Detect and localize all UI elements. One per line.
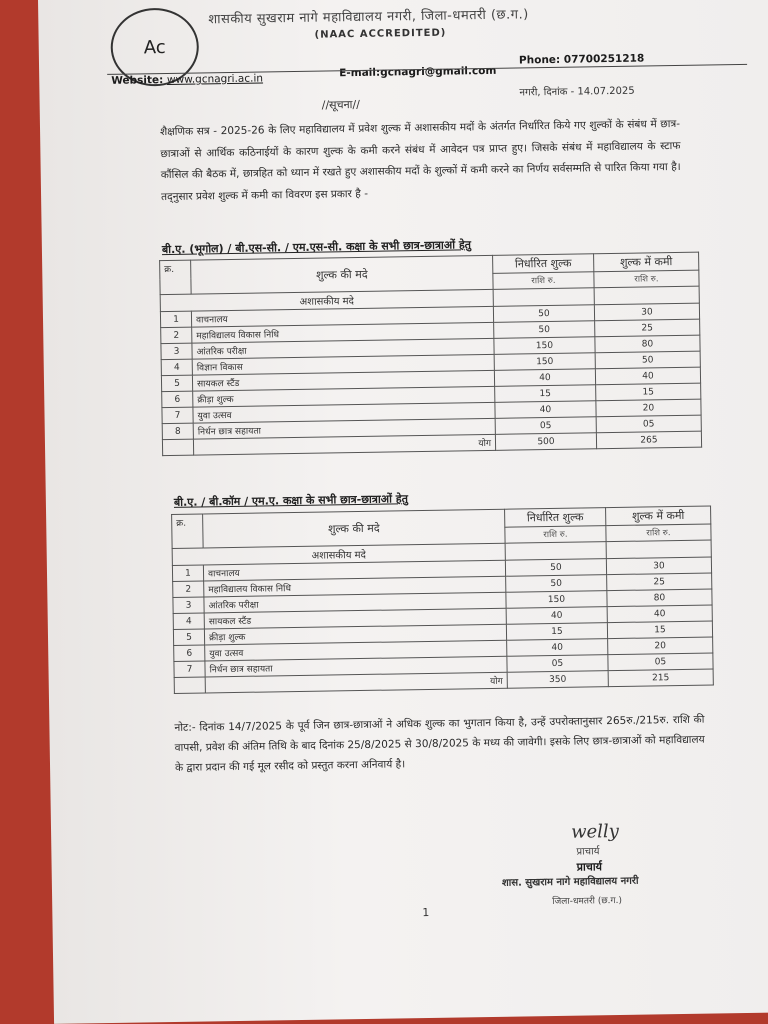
cell-sn: 2: [161, 327, 192, 343]
cell-fixed: 05: [495, 417, 596, 435]
col-sn: क्र.: [160, 260, 192, 294]
cell-item: युवा उत्सव: [205, 640, 507, 661]
cell-item: सायकल स्टैंड: [192, 370, 494, 391]
signature-line-3: शास. सुखराम नागे महाविद्यालय नगरी: [501, 875, 639, 889]
section-label: अशासकीय मदे: [160, 289, 493, 311]
cell-sn: 1: [160, 311, 191, 327]
col-reduced-sub: राशि रु.: [594, 270, 699, 288]
cell-sn: 4: [161, 359, 192, 375]
cell-sn: 4: [173, 613, 204, 629]
fee-table-1: [159, 252, 702, 456]
cell-fixed: 40: [506, 607, 607, 625]
cell-reduced: 05: [608, 653, 713, 671]
phone-label: Phone:: [518, 53, 561, 67]
col-item: शुल्क की मदे: [203, 509, 505, 548]
college-title: शासकीय सुखराम नागे महाविद्यालय नगरी, जिला-धमतरी (छ.ग.): [208, 7, 529, 28]
website-label: Website:: [111, 74, 164, 87]
cell-reduced: 15: [596, 383, 701, 401]
cell-reduced: 80: [607, 589, 712, 607]
cell-fixed: 150: [494, 353, 595, 371]
note-paragraph: नोट:- दिनांक 14/7/2025 के पूर्व जिन छात्र-छात्राओं ने अधिक शुल्क का भुगतान किया है, उन्हें उपरोक्तानुसार 265रु./215रु. राशि की वापसी, प्रवेश की अंतिम तिथि के बाद दिनांक 25/8/2025 से 30/8/2025 के मध्य की जावेगी। इसके लिए छात्र-छात्राओं को महाविद्यालय के द्वारा प्रदान की गई मूल रसीद को प्रस्तुत करना अनिवार्य है।: [174, 713, 705, 774]
total-reduced: 265: [596, 431, 701, 449]
cell-reduced: 15: [607, 621, 712, 639]
col-sn: क्र.: [172, 514, 204, 548]
cell-fixed: 40: [495, 401, 596, 419]
col-reduced: शुल्क में कमी: [606, 506, 711, 526]
cell-reduced: 30: [594, 303, 699, 321]
cell-item: युवा उत्सव: [193, 402, 495, 423]
cell-item: क्रीड़ा शुल्क: [193, 386, 495, 407]
col-reduced-sub: राशि रु.: [606, 524, 711, 542]
cell-sn: 6: [162, 391, 193, 407]
col-fixed-sub: राशि रु.: [505, 526, 606, 544]
cell-sn: 5: [173, 629, 204, 645]
cell-fixed: 15: [495, 385, 596, 403]
cell-fixed: 15: [506, 623, 607, 641]
cell-fixed: 150: [494, 337, 595, 355]
table1-caption: बी.ए. (भूगोल) / बी.एस-सी. / एम.एस-सी. कक्षा के सभी छात्र-छात्राओं हेतु: [161, 238, 472, 257]
cell-sn: 7: [174, 661, 205, 677]
total-fixed: 350: [507, 671, 608, 689]
section-label: अशासकीय मदे: [172, 543, 505, 565]
col-item: शुल्क की मदे: [191, 255, 493, 294]
email-address: gcnagri@gmail.com: [380, 64, 497, 79]
cell-fixed: 40: [507, 639, 608, 657]
website-line: [111, 72, 263, 86]
cell-item: क्रीड़ा शुल्क: [204, 624, 506, 645]
signature-line-4: जिला-धमतरी (छ.ग.): [552, 895, 623, 908]
cell-sn: 1: [172, 565, 203, 581]
cell-fixed: 50: [506, 575, 607, 593]
total-label: योग: [205, 672, 507, 693]
total-fixed: 500: [495, 433, 596, 451]
cell-item: विज्ञान विकास: [192, 354, 494, 375]
cell-reduced: 05: [596, 415, 701, 433]
cell-fixed: 40: [494, 369, 595, 387]
cell-fixed: 50: [494, 321, 595, 339]
email-label: E-mail:: [339, 66, 381, 80]
total-reduced: 215: [608, 669, 713, 687]
cell-reduced: 40: [607, 605, 712, 623]
cell-reduced: 50: [595, 351, 700, 369]
cell-item: महाविद्यालय विकास निधि: [204, 576, 506, 597]
cell-item: वाचनालय: [203, 560, 505, 581]
cell-item: निर्धन छात्र सहायता: [205, 656, 507, 677]
cell-item: आंतरिक परीक्षा: [192, 338, 494, 359]
page-number: 1: [422, 905, 430, 920]
cell-reduced: 30: [606, 557, 711, 575]
cell-fixed: 50: [505, 559, 606, 577]
col-reduced: शुल्क में कमी: [594, 252, 699, 272]
notice-paper: [38, 0, 768, 1024]
cell-item: महाविद्यालय विकास निधि: [192, 322, 494, 343]
cell-sn: 8: [162, 423, 193, 439]
cell-sn: 5: [161, 375, 192, 391]
logo-text: Ac: [143, 36, 166, 58]
cell-item: सायकल स्टैंड: [204, 608, 506, 629]
col-fixed: निर्धारित शुल्क: [493, 254, 594, 274]
cell-sn: 7: [162, 407, 193, 423]
cell-reduced: 25: [607, 573, 712, 591]
signature-line-2: प्राचार्य: [576, 860, 603, 874]
cell-reduced: 20: [608, 637, 713, 655]
cell-fixed: 50: [493, 305, 594, 323]
cell-item: वाचनालय: [191, 306, 493, 327]
cell-sn: 6: [174, 645, 205, 661]
naac-label: (NAAC ACCREDITED): [314, 27, 447, 41]
phone-number: 07700251218: [563, 52, 645, 66]
phone-line: [519, 52, 644, 66]
email-line: [339, 65, 496, 79]
signature-scribble: welly: [570, 820, 620, 843]
notice-heading: //सूचना//: [321, 97, 360, 112]
cell-fixed: 150: [506, 591, 607, 609]
cell-item: आंतरिक परीक्षा: [204, 592, 506, 613]
cell-sn: 3: [173, 597, 204, 613]
cell-reduced: 80: [595, 335, 700, 353]
date-line: नगरी, दिनांक - 14.07.2025: [519, 85, 635, 99]
signature-line-1: प्राचार्य: [576, 846, 600, 858]
total-label: योग: [193, 434, 495, 455]
fee-table-2: [171, 505, 714, 693]
cell-reduced: 25: [595, 319, 700, 337]
cell-reduced: 40: [595, 367, 700, 385]
col-fixed: निर्धारित शुल्क: [505, 508, 606, 528]
cell-sn: 3: [161, 343, 192, 359]
cell-item: निर्धन छात्र सहायता: [193, 418, 495, 439]
website-link: www.gcnagri.ac.in: [166, 72, 264, 86]
col-fixed-sub: राशि रु.: [493, 272, 594, 290]
table2-caption: बी.ए. / बी.कॉम / एम.ए. कक्षा के सभी छात्र-छात्राओं हेतु: [173, 492, 409, 509]
cell-fixed: 05: [507, 655, 608, 673]
cell-reduced: 20: [596, 399, 701, 417]
cell-sn: 2: [173, 581, 204, 597]
notice-paragraph: शैक्षणिक सत्र - 2025-26 के लिए महाविद्यालय में प्रवेश शुल्क में अशासकीय मदों के अंतर्गत निर्धारित किये गए शुल्कों के संबंध में छात्र-छात्राओं से आर्थिक कठिनाईयों के कारण शुल्क के कमी करने संबंध में आवेदन पत्र प्राप्त हुए। जिसके संबंध में महाविद्यालय के स्टाफ कौंसिल की बैठक में, छात्रहित को ध्यान में रखते हुए अशासकीय मदों के शुल्कों में कमी करने का निर्णय सर्वसम्मति से पारित किया गया है। तद्‌नुसार प्रवेश शुल्क में कमी का विवरण इस प्रकार है -: [159, 117, 681, 203]
